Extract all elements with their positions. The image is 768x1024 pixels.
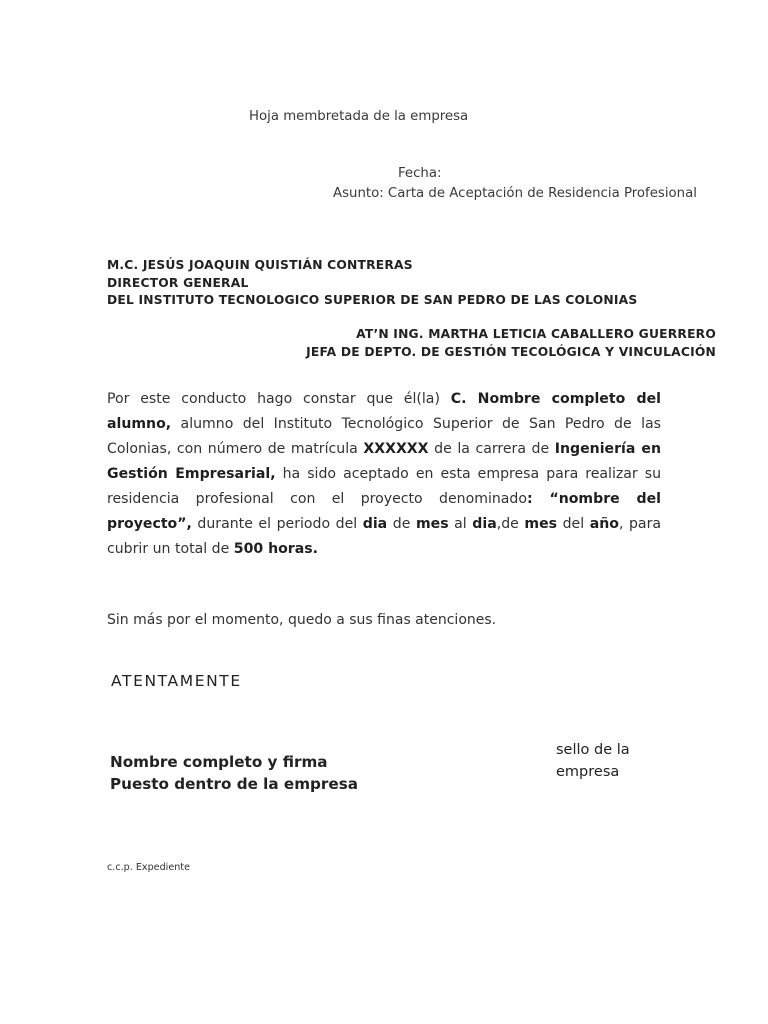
recipient-title: DIRECTOR GENERAL [107, 275, 249, 290]
student-name: C. Nombre completo del alumno, [107, 391, 661, 432]
letter-body [107, 387, 661, 562]
body-text: de [387, 516, 416, 532]
body-text: Por este conducto hago constar que él(la) [107, 391, 451, 407]
body-text: alumno del Instituto Tecnológico Superior de San Pedro de las Colonias, con número de matrícula [107, 416, 661, 457]
recipient-name: M.C. JESÚS JOAQUIN QUISTIÁN CONTRERAS [107, 258, 413, 272]
body-text: ,de [496, 516, 525, 532]
end-day: dia [472, 516, 497, 532]
attention-title: JEFA DE DEPTO. DE GESTIÓN TECOLÓGICA Y VINCULACIÓN [306, 345, 716, 359]
body-text: , para cubrir un total de [107, 516, 661, 557]
signer-position: Puesto dentro de la empresa [110, 775, 358, 793]
closing-line: Sin más por el momento, quedo a sus finas atenciones. [107, 612, 497, 628]
project-name: : “nombre del proyecto”, [107, 491, 661, 532]
carbon-copy: c.c.p. Expediente [107, 862, 190, 873]
signature-block [110, 751, 358, 795]
letterhead-placeholder: Hoja membretada de la empresa [249, 109, 469, 124]
total-hours: 500 horas. [233, 541, 319, 557]
signer-name: Nombre completo y firma [110, 753, 328, 771]
year: año [589, 516, 619, 532]
seal-placeholder [556, 739, 630, 783]
attention-name: AT’N ING. MARTHA LETICIA CABALLERO GUERRERO [356, 327, 716, 341]
student-id: XXXXXX [363, 441, 429, 457]
body-text: al [448, 516, 473, 532]
body-text: del [557, 516, 590, 532]
salutation: ATENTAMENTE [111, 672, 242, 690]
start-day: dia [362, 516, 388, 532]
start-month: mes [415, 516, 449, 532]
subject-line: Asunto: Carta de Aceptación de Residencia Profesional [333, 186, 697, 201]
body-text: de la carrera de [428, 441, 555, 457]
seal-line-2: empresa [556, 764, 620, 780]
recipient-institution: DEL INSTITUTO TECNOLOGICO SUPERIOR DE SAN PEDRO DE LAS COLONIAS [107, 293, 638, 307]
body-text: ha sido aceptado en esta empresa para realizar su residencia profesional con el proyecto denominado [107, 466, 662, 507]
recipient-block [107, 257, 637, 310]
end-month: mes [524, 516, 558, 532]
body-text: durante el periodo del [191, 516, 363, 532]
date-label: Fecha: [398, 166, 442, 181]
career-name: Ingeniería en Gestión Empresarial, [107, 441, 661, 482]
attention-block [306, 325, 716, 361]
seal-line-1: sello de la [556, 742, 630, 758]
